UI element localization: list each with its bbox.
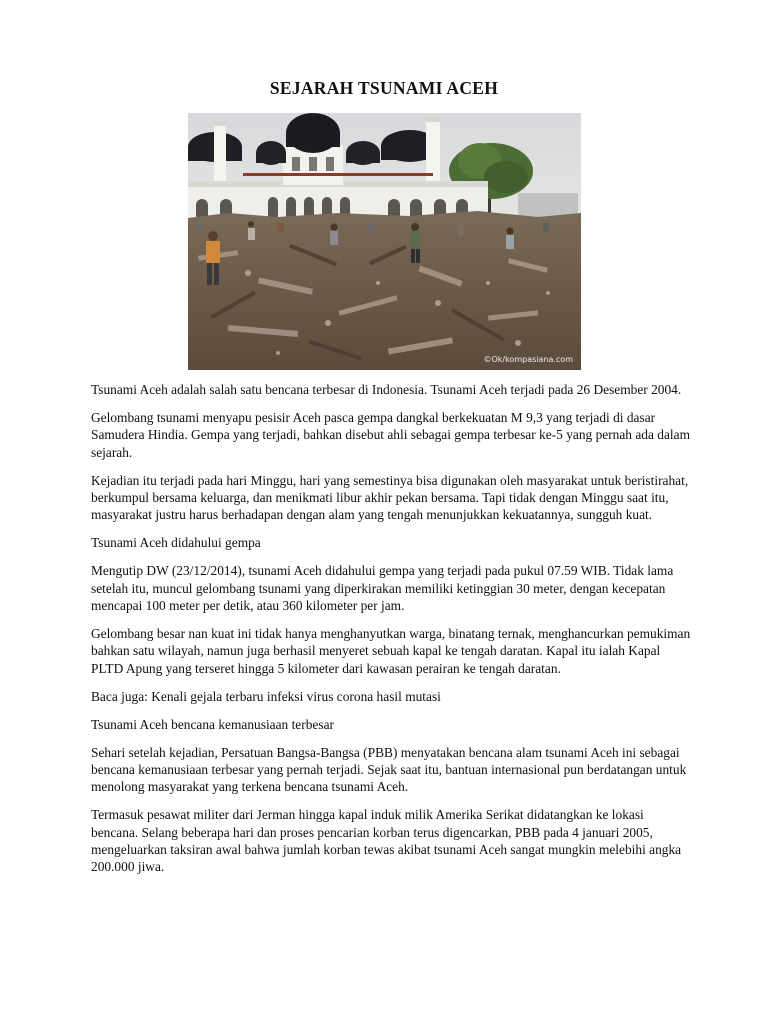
paragraph-earthquake: Gelombang tsunami menyapu pesisir Aceh pasca gempa dangkal berkekuatan M 9,3 yang terjadi di dasar Samudera Hindia. Gempa yang terjadi, bahkan disebut ahli sebagai gempa terbesar ke-5 yang pernah ada dalam sejarah.	[91, 409, 691, 460]
photo-watermark: ©Ok/kompasiana.com	[483, 355, 573, 364]
document-title: SEJARAH TSUNAMI ACEH	[269, 78, 499, 98]
paragraph-un: Sehari setelah kejadian, Persatuan Bangsa-Bangsa (PBB) menyatakan bencana alam tsunami Aceh ini sebagai bencana kemanusiaan terbesar yang pernah terjadi. Sejak saat itu, bantuan internasional pun berdatangan untuk menolong masyarakat yang terkena bencana tsunami Aceh.	[91, 744, 687, 795]
paragraph-sunday: Kejadian itu terjadi pada hari Minggu, hari yang semestinya bisa digunakan oleh masyarakat untuk beristirahat, berkumpul bersama keluarga, dan menikmati libur akhir pekan bersama. Tapi tidak dengan Minggu saat itu, masyarakat justru harus berhadapan dengan alam yang tengah menunjukkan kekuatannya, sungguh kuat.	[91, 472, 689, 523]
paragraph-ship: Gelombang besar nan kuat ini tidak hanya menghanyutkan warga, binatang ternak, menghancurkan pemukiman bahkan satu wilayah, namun juga berhasil menyeret sebuah kapal ke tengah daratan. Kapal itu ialah Kapal PLTD Apung yang terseret hingga 5 kilometer dari kawasan perairan ke tengah daratan.	[91, 625, 691, 676]
paragraph-aid: Termasuk pesawat militer dari Jerman hingga kapal induk milik Amerika Serikat didatangkan ke lokasi bencana. Selang beberapa hari dan proses pencarian korban terus digencarkan, PBB pada 4 januari 2005, mengeluarkan taksiran awal bahwa jumlah korban tewas akibat tsunami Aceh sangat mungkin melebihi angka 200.000 jiwa.	[91, 807, 682, 875]
subheading-preceded-by-quake: Tsunami Aceh didahului gempa	[91, 535, 261, 551]
subheading-humanitarian: Tsunami Aceh bencana kemanusiaan terbesar	[91, 716, 334, 732]
paragraph-intro: Tsunami Aceh adalah salah satu bencana terbesar di Indonesia. Tsunami Aceh terjadi pada 26 Desember 2004.	[91, 382, 682, 397]
article-body	[91, 381, 691, 886]
read-also-link: Baca juga: Kenali gejala terbaru infeksi virus corona hasil mutasi	[91, 688, 441, 704]
mosque-debris-photo	[188, 113, 581, 370]
paragraph-dw-quote: Mengutip DW (23/12/2014), tsunami Aceh didahului gempa yang terjadi pada pukul 07.59 WIB. Tidak lama setelah itu, muncul gelombang tsunami yang diperkirakan memiliki ketinggian 30 meter, dengan kecepatan mencapai 100 meter per detik, atau 360 kilometer per jam.	[91, 563, 674, 614]
